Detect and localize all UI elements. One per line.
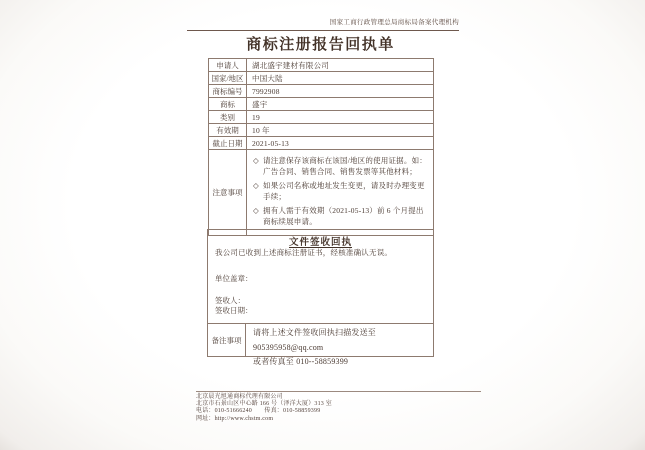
row-label: 国家/地区 <box>209 72 247 85</box>
notes-content <box>247 150 434 236</box>
diamond-bullet-icon: ◇ <box>253 181 259 190</box>
document-receipt-box <box>207 229 434 366</box>
footer-company-name: 北京晨光旭通商标代理有限公司 <box>196 394 283 400</box>
agency-footer <box>196 391 481 423</box>
receipt-title: 文件签收回执 <box>288 238 352 248</box>
sign-date-label: 签收日期： <box>215 306 253 315</box>
remarks-content <box>246 324 433 366</box>
remarks-line-email: 请将上述文件签收回执扫描发送至 905395958@qq.com <box>253 328 376 352</box>
row-value: 2021-05-13 <box>247 137 434 150</box>
row-value: 湖北盛宇建材有限公司 <box>247 59 434 72</box>
row-value: 10 年 <box>247 124 434 137</box>
note-text: 如果公司名称或地址发生变更，请及时办理变更手续； <box>263 181 425 201</box>
note-item <box>253 206 427 227</box>
footer-phone-fax: 电话：010-51666240 传真：010-58859399 <box>196 408 321 415</box>
diamond-bullet-icon: ◇ <box>253 156 259 165</box>
row-label: 截止日期 <box>209 137 247 150</box>
trademark-info-table <box>208 58 434 236</box>
table-row <box>209 111 434 124</box>
note-text: 请注意保存该商标在该国/地区的使用证据。如：广告合同、销售合同、销售发票等其他材料； <box>263 156 427 176</box>
row-label: 商标编号 <box>209 85 247 98</box>
row-value: 19 <box>247 111 434 124</box>
notes-row <box>209 150 434 236</box>
table-row <box>209 85 434 98</box>
note-item <box>253 156 427 177</box>
table-row <box>209 98 434 111</box>
agency-registration-note: 国家工商行政管理总局商标局备案代理机构 <box>187 17 459 31</box>
row-label: 类别 <box>209 111 247 124</box>
remarks-label: 备注事项 <box>208 324 246 356</box>
row-label: 有效期 <box>209 124 247 137</box>
row-value: 中国大陆 <box>247 72 434 85</box>
row-label: 商标 <box>209 98 247 111</box>
table-row <box>209 72 434 85</box>
note-text: 拥有人需于有效期（2021-05-13）前 6 个月提出商标续展申请。 <box>263 206 424 226</box>
row-label: 申请人 <box>209 59 247 72</box>
footer-website: 网址：http://www.chstm.com <box>196 415 274 422</box>
footer-address: 北京市石景山区中心路 166 号（泽洋大厦）313 室 <box>196 401 332 408</box>
row-value: 7992908 <box>247 85 434 98</box>
table-row <box>209 124 434 137</box>
remarks-line-fax: 或者传真至 010--58859399 <box>253 357 349 366</box>
company-seal-label: 单位盖章： <box>215 274 253 283</box>
note-item <box>253 181 427 202</box>
signer-label: 签收人： <box>215 296 245 305</box>
diamond-bullet-icon: ◇ <box>253 206 259 215</box>
remarks-row <box>208 323 433 366</box>
page-title: 商标注册报告回执单 <box>246 37 395 53</box>
table-row <box>209 59 434 72</box>
receipt-statement: 我公司已收到上述商标注册证书，经核准确认无误。 <box>215 248 393 257</box>
table-row <box>209 137 434 150</box>
row-value: 盛宇 <box>247 98 434 111</box>
notes-label: 注意事项 <box>209 150 247 236</box>
